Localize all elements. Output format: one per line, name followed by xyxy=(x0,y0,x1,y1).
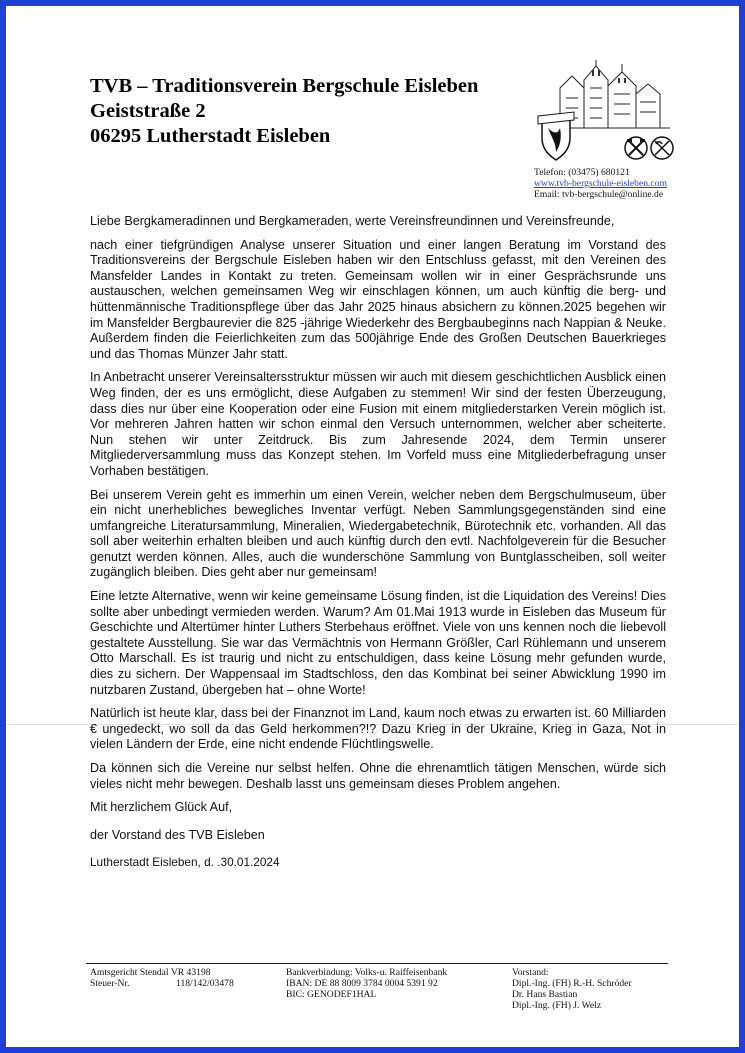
paragraph-3: Bei unserem Verein geht es immerhin um einen Verein, welcher neben dem Bergschulmuseum, über ein nicht unerhebliches bewegliches Inventar verfügt. Neben Sammlungsgegenständen sind eine umfangreiche Literatursammlung, Mineralien, Wiedergabetechnik, Bürotechnik etc. vorhanden. All das soll aber weiterhin erhalten bleiben und auch künftig durch den evtl. Nachfolgeverein für die Besucher genutzt werden können. Alles, auch die wunderschöne Sammlung von Buntglasscheiben, soll weiter zugänglich bleiben. Dies geht aber nur gemeinsam! xyxy=(90,487,666,580)
letter-page xyxy=(6,6,739,1047)
footer-board xyxy=(512,967,632,1011)
paragraph-4: Eine letzte Alternative, wenn wir keine gemeinsame Lösung finden, ist die Liquidation des Vereins! Dies sollte aber unbedingt vermieden werden. Warum? Am 01.Mai 1913 wurde in Eisleben das Museum für Geschichte und Altertümer hinter Luthers Sterbehaus eröffnet. Viele von uns kennen noch die liebevoll gestaltete Ausstellung. Sie war das Vermächtnis von Hermann Größler, Carl Rühlemann und unserem Otto Marschall. Es ist traurig und nicht zu entschuldigen, dass keine Lösung mehr gefunden wurde, dies zu sichern. Der Wappensaal im Stadtschloss, den das Kombinat bei seiner Abwicklung 1990 im nutzbaren Zustand, übergeben hat – ohne Worte! xyxy=(90,589,666,697)
footer-divider xyxy=(86,963,668,964)
paragraph-6: Da können sich die Vereine nur selbst helfen. Ohne die ehrenamtlich tätigen Menschen, würde sich vieles nicht mehr bewegen. Deshalb lasst uns gemeinsam dieses Problem angehen. xyxy=(90,761,666,791)
court-registration: Amtsgericht Stendal VR 43198 xyxy=(90,967,211,978)
website-link[interactable]: www.tvb-bergschule-eisleben.com xyxy=(534,178,667,189)
board-member: Dipl.-Ing. (FH) R.-H. Schröder xyxy=(512,978,632,989)
tax-row xyxy=(90,978,234,989)
org-name: TVB – Traditionsverein Bergschule Eisleben xyxy=(90,75,479,97)
email-text: Email: tvb-bergschule@online.de xyxy=(534,189,664,200)
tax-number: 118/142/03478 xyxy=(176,978,234,989)
paragraph-5: Natürlich ist heute klar, dass bei der Finanznot im Land, kaum noch etwas zu erwarten ist. 60 Milliarden € ungedeckt, wo soll da das Geld herkommen?!? Dazu Krieg in der Ukraine, Krieg in Gaza, Not in vielen Ländern der Erde, eine nicht endende Flüchtlingswelle. xyxy=(90,706,666,752)
footer-bank xyxy=(286,967,447,1000)
org-street: Geiststraße 2 xyxy=(90,100,206,122)
tax-label: Steuer-Nr. xyxy=(90,978,130,989)
iban: IBAN: DE 88 8009 3784 0004 5391 92 xyxy=(286,978,438,989)
paragraph-1: nach einer tiefgründigen Analyse unserer Situation und einer langen Beratung im Vorstand des Traditionsvereins der Bergschule Eisleben haben wir den Entschluss gefasst, mit den Vereinen des Mansfelder Landes in Kontakt zu treten. Gemeinsam wollen wir in einer Gesprächsrunde uns austauschen, welchen gemeinsamen Weg wir einschlagen können, um auch künftig die berg- und hüttenmännische Traditionspflege über das Jahr 2025 hinaus absichern zu können.2025 begehen wir im Mansfelder Bergbaurevier die 825 -jährige Wiederkehr des Bergbaubeginns nach Nappian & Neuke. Außerdem finden die Feierlichkeiten zum das 500jährige Ende des Großen Deutschen Bauerkrieges und das Thomas Münzer Jahr statt. xyxy=(90,237,666,361)
org-city: 06295 Lutherstadt Eisleben xyxy=(90,125,331,147)
bic: BIC: GENODEF1HAL xyxy=(286,989,377,1000)
bank-title: Bankverbindung: Volks-u. Raiffeisenbank xyxy=(286,967,448,978)
phone-text: Telefon: (03475) 680121 xyxy=(534,167,630,178)
letter-body xyxy=(90,214,666,879)
paragraph-2: In Anbetracht unserer Vereinsaltersstruktur müssen wir auch mit diesem geschichtlichen Ausblick einen Weg finden, der es uns ermöglicht, diese Aufgaben zu stemmen! Wir sind der festen Überzeugung, dass dies nur über eine Kooperation oder eine Fusion mit einem mitgliederstarken Verein möglich ist. Vor mehreren Jahren hatten wir schon einmal den Versuch unternommen, welcher aber scheiterte. Nun stehen wir unter Zeitdruck. Bis zum Jahresende 2024, dem Termin unserer Mitgliederversammlung muss das Konzept stehen. Im Vorfeld muss eine Mitgliederbefragung unser Vorhaben bestätigen. xyxy=(90,370,666,478)
bergschule-crest-icon xyxy=(530,58,676,168)
footer-registration xyxy=(90,967,234,989)
letterhead xyxy=(90,74,478,149)
signature: der Vorstand des TVB Eisleben xyxy=(90,827,265,842)
board-title: Vorstand: xyxy=(512,967,549,978)
salutation: Liebe Bergkameradinnen und Bergkameraden, werte Vereinsfreundinnen und Vereinsfreunde, xyxy=(90,214,615,228)
contact-block xyxy=(534,167,667,200)
closing: Mit herzlichem Glück Auf, xyxy=(90,800,233,815)
place-date: Lutherstadt Eisleben, d. .30.01.2024 xyxy=(90,855,280,870)
board-member: Dipl.-Ing. (FH) J. Welz xyxy=(512,1000,602,1011)
board-member: Dr. Hans Bastian xyxy=(512,989,578,1000)
